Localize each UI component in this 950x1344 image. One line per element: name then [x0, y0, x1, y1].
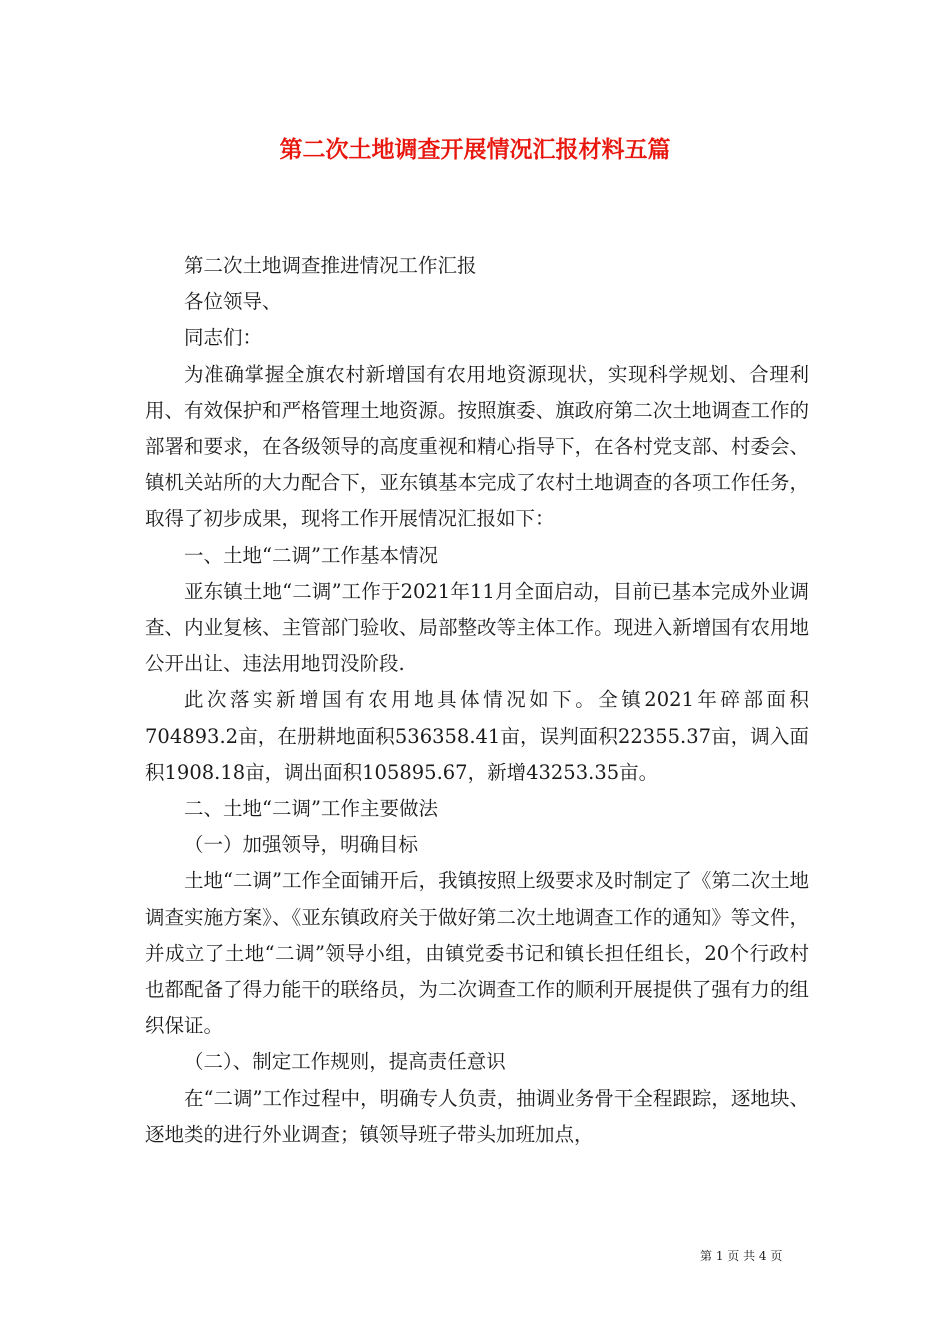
- work-rules-paragraph: 在“二调”工作过程中，明确专人负责，抽调业务骨干全程跟踪，逐地块、逐地类的进行外业调查；镇领导班子带头加班加点，: [145, 1086, 809, 1146]
- section-heading-basic-situation: 一、土地“二调”工作基本情况: [184, 543, 438, 567]
- document-body: [145, 248, 809, 1153]
- subsection-heading-work-rules: （二）、制定工作规则，提高责任意识: [184, 1050, 506, 1074]
- page-number: 第 1 页 共 4 页: [700, 1249, 783, 1263]
- land-area-paragraph: 此次落实新增国有农用地具体情况如下。全镇2021年碎部面积704893.2亩，在册耕地面积536358.41亩，误判面积22355.37亩，调入面积1908.18亩，调出面积105895.67，新增43253.35亩。: [145, 688, 809, 784]
- document-title: 第二次土地调查开展情况汇报材料五篇: [279, 136, 671, 163]
- salutation-comrades: 同志们：: [184, 326, 263, 350]
- salutation-leaders: 各位领导、: [184, 290, 282, 314]
- section-heading-main-practices: 二、土地“二调”工作主要做法: [184, 797, 438, 821]
- intro-paragraph: 为准确掌握全旗农村新增国有农用地资源现状，实现科学规划、合理利用、有效保护和严格管理土地资源。按照旗委、旗政府第二次土地调查工作的部署和要求，在各级领导的高度重视和精心指导下，在各村党支部、村委会、镇机关站所的大力配合下，亚东镇基本完成了农村土地调查的各项工作任务，取得了初步成果，现将工作开展情况汇报如下：: [145, 362, 809, 531]
- leadership-paragraph: 土地“二调”工作全面铺开后，我镇按照上级要求及时制定了《第二次土地调查实施方案》、《亚东镇政府关于做好第二次土地调查工作的通知》等文件，并成立了土地“二调”领导小组，由镇党委书记和镇长担任组长，20个行政村也都配备了得力能干的联络员，为二次调查工作的顺利开展提供了强有力的组织保证。: [145, 869, 809, 1038]
- report-heading: 第二次土地调查推进情况工作汇报: [184, 254, 477, 277]
- subsection-heading-leadership: （一）加强领导，明确目标: [184, 833, 419, 857]
- basic-situation-paragraph: 亚东镇土地“二调”工作于2021年11月全面启动，目前已基本完成外业调查、内业复核、主管部门验收、局部整改等主体工作。现进入新增国有农用地公开出让、违法用地罚没阶段.: [145, 579, 809, 676]
